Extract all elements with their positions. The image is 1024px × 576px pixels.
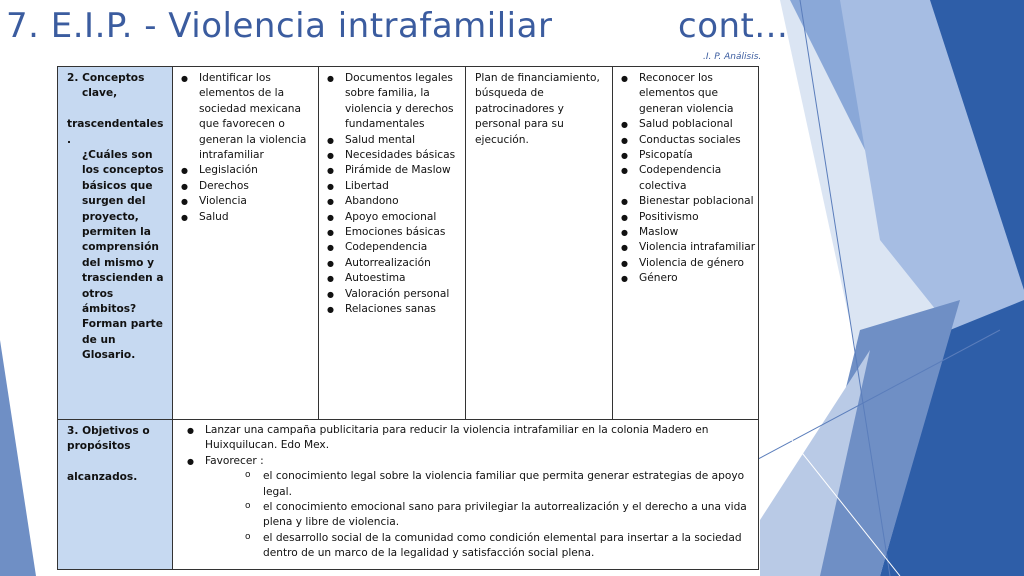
list-item: ● Legislación [177, 163, 316, 178]
header-question: ¿Cuáles son los conceptos básicos que surgen del proyecto, permiten la comprensión del mismo y trascienden a otros ámbitos? Forman parte de un Glosario. [82, 149, 164, 362]
header-line: trascendentales . [67, 118, 164, 146]
cell-documentos [319, 67, 466, 420]
list-item: ● Documentos legales sobre familia, la violencia y derechos fundamentales [323, 71, 463, 133]
list-item: ● Salud poblacional [617, 117, 756, 132]
bullet-list [177, 71, 316, 225]
list-item: ● Pirámide de Maslow [323, 163, 463, 178]
concepts-table [57, 66, 759, 570]
cell-objetivos [173, 420, 758, 569]
sub-bullet-list [183, 469, 750, 561]
list-item: ● Bienestar poblacional [617, 194, 756, 209]
bullet-list [617, 71, 756, 287]
header-line: 2. Conceptos [67, 72, 145, 84]
list-item: ● Favorecer : [183, 454, 750, 469]
slide-title [6, 6, 789, 46]
list-item: ● Identificar los elementos de la sociedad mexicana que favorecen o generan la violencia intrafamiliar [177, 71, 316, 163]
list-item: ● Reconocer los elementos que generan violencia [617, 71, 756, 117]
list-item: ● Autoestima [323, 271, 463, 286]
list-item: ● Relaciones sanas [323, 302, 463, 317]
list-item: ● Emociones básicas [323, 225, 463, 240]
list-item: ● Género [617, 271, 756, 286]
list-item: o el desarrollo social de la comunidad como condición elemental para insertar a la sociedad dentro de un marco de la legalidad y satisfacción social plena. [241, 531, 750, 562]
list-item: ● Violencia intrafamiliar [617, 240, 756, 255]
list-item: ● Psicopatía [617, 148, 756, 163]
list-item: ● Codependencia colectiva [617, 163, 756, 194]
plan-text: Plan de financiamiento, búsqueda de patrocinadores y personal para su ejecución. [475, 72, 600, 146]
bullet-list [323, 71, 463, 318]
cell-identificar [173, 67, 319, 420]
row-header-objetivos [58, 420, 173, 569]
list-item: o el conocimiento emocional sano para privilegiar la autorrealización y el derecho a una vida plena y libre de violencia. [241, 500, 750, 531]
list-item: ● Maslow [617, 225, 756, 240]
list-item: ● Lanzar una campaña publicitaria para reducir la violencia intrafamiliar en la colonia Madero en Huixquilucan. Edo Mex. [183, 423, 750, 454]
title-main: 7. E.I.P. - Violencia intrafamiliar [6, 6, 553, 46]
row-header-conceptos [58, 67, 173, 420]
left-accent-shape [0, 340, 36, 576]
list-item: ● Codependencia [323, 240, 463, 255]
list-item: ● Violencia [177, 194, 316, 209]
header-line: clave, [82, 87, 118, 100]
title-continued: cont... [678, 6, 789, 46]
list-item: ● Positivismo [617, 210, 756, 225]
header-line: alcanzados. [67, 471, 138, 484]
list-item: ● Necesidades básicas [323, 148, 463, 163]
cell-reconocer [613, 67, 758, 420]
list-item: ● Autorrealización [323, 256, 463, 271]
list-item: o el conocimiento legal sobre la violencia familiar que permita generar estrategias de apoyo legal. [241, 469, 750, 500]
slide-subtitle: .I. P. Análisis. [703, 52, 762, 62]
list-item: ● Valoración personal [323, 287, 463, 302]
list-item: ● Salud mental [323, 133, 463, 148]
list-item: ● Libertad [323, 179, 463, 194]
list-item: ● Salud [177, 210, 316, 225]
list-item: ● Violencia de género [617, 256, 756, 271]
list-item: ● Apoyo emocional [323, 210, 463, 225]
cell-plan [466, 67, 613, 420]
list-item: ● Derechos [177, 179, 316, 194]
objectives-list [183, 423, 750, 469]
list-item: ● Conductas sociales [617, 133, 756, 148]
header-line: 3. Objetivos o propósitos [67, 425, 150, 453]
list-item: ● Abandono [323, 194, 463, 209]
